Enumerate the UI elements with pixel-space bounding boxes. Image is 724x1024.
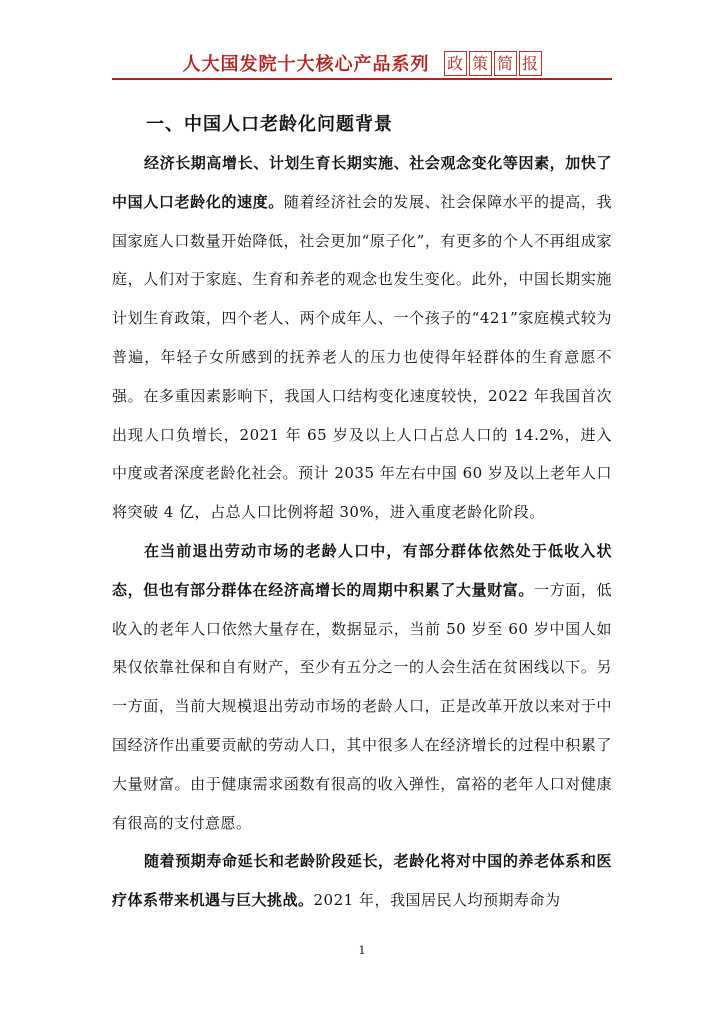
header-title: 人大国发院十大核心产品系列 bbox=[182, 54, 430, 75]
header-divider bbox=[112, 78, 612, 80]
header-badge: 政 bbox=[444, 51, 467, 76]
page-header bbox=[112, 46, 612, 80]
paragraph bbox=[112, 842, 612, 920]
paragraph-body: 2021 年，我国居民人均预期寿命为 bbox=[313, 891, 561, 910]
paragraph-lead: 在当前退出劳动市场的老龄人口中，有部分群体依然处于低收入状态，但也有部分群体在经济高增长的周期中积累了大量财富。 bbox=[112, 541, 612, 599]
paragraph-lead: 随着预期寿命延长和老龄阶段延长，老龄化将对中国的养老体系和医疗体系带来机遇与巨大挑战。 bbox=[112, 852, 612, 910]
paragraph-lead: 经济长期高增长、计划生育长期实施、社会观念变化等因素，加快了中国人口老龄化的速度。 bbox=[112, 154, 612, 211]
page-number: 1 bbox=[358, 944, 366, 957]
paragraph bbox=[112, 532, 612, 842]
header-badge: 报 bbox=[519, 51, 542, 76]
section-heading: 一、中国人口老龄化问题背景 bbox=[146, 114, 393, 135]
header-badge: 简 bbox=[494, 51, 517, 76]
paragraph bbox=[112, 144, 612, 532]
body-text bbox=[112, 144, 612, 920]
paragraph-body: 随着经济社会的发展、社会保障水平的提高，我国家庭人口数量开始降低，社会更加“原子化”，有更多的个人不再组成家庭，人们对于家庭、生育和养老的观念也发生变化。此外，中国长期实施计划生育政策，四个老人、两个成年人、一个孩子的“421”家庭模式较为普遍，年轻子女所感到的抚养老人的压力也使得年轻群体的生育意愿不强。在多重因素影响下，我国人口结构变化速度较快，2022 年我国首次出现人口负增长，2021 年 65 岁及以上人口占总人口的 14.2%，进入中度或者深度老龄化社会。预计 2035 年左右中国 60 岁及以上老年人口将突破 4 亿，占总人口比例将超 30%，进入重度老龄化阶段。 bbox=[112, 192, 612, 522]
paragraph-body: 一方面，低收入的老年人口依然大量存在，数据显示，当前 50 岁至 60 岁中国人如果仅依靠社保和自有财产，至少有五分之一的人会生活在贫困线以下。另一方面，当前大规模退出劳动市场的老龄人口，正是改革开放以来对于中国经济作出重要贡献的劳动人口，其中很多人在经济增长的过程中积累了大量财富。由于健康需求函数有很高的收入弹性，富裕的老年人口对健康有很高的支付意愿。 bbox=[112, 580, 612, 832]
header-badge: 策 bbox=[469, 51, 492, 76]
header-badge-group bbox=[444, 51, 542, 76]
